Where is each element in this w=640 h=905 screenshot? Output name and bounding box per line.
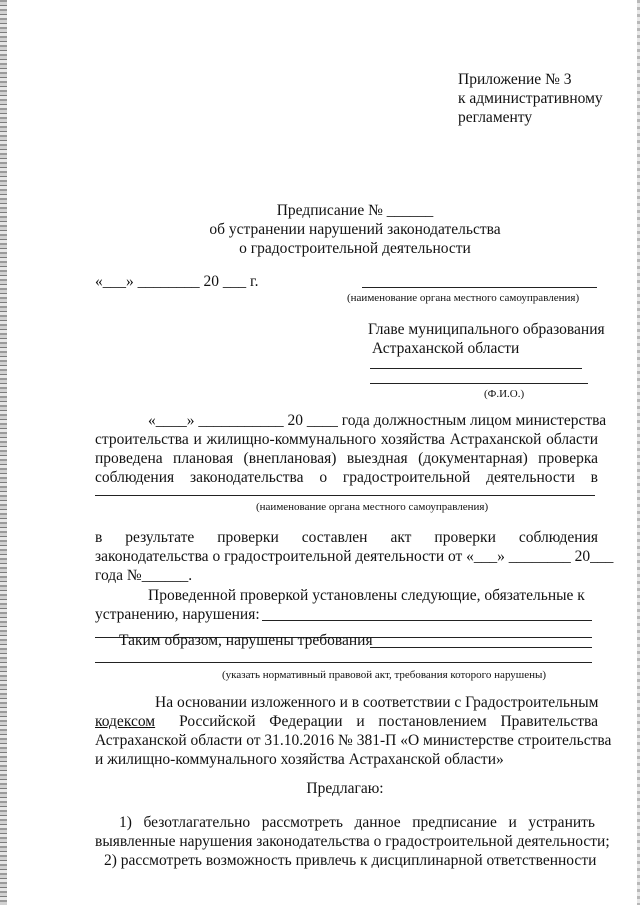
caption-act: (указать нормативный правовой акт, требования которого нарушены) xyxy=(222,669,547,681)
requirements-blank-1 xyxy=(370,647,592,648)
para3-line-2: устранению, нарушения: xyxy=(95,606,260,623)
para2-line-3: года №______. xyxy=(95,567,193,584)
para5-line-4: и жилищно-коммунального хозяйства Астраханской области» xyxy=(95,751,504,768)
title-line-1: Предписание № ______ xyxy=(276,202,434,219)
code-link[interactable]: кодексом xyxy=(95,713,156,730)
appendix-line-3: регламенту xyxy=(458,109,533,126)
caption-local-gov-2: (наименование органа местного самоуправления) xyxy=(256,501,489,513)
fio-blank-2 xyxy=(370,383,588,384)
title-line-3: о градостроительной деятельности xyxy=(239,240,471,257)
para1-line-2: строительства и жилищно-коммунального хозяйства Астраханской области xyxy=(95,431,598,448)
para1-line-1: «____» ___________ 20 ____ года должностным лицом министерства xyxy=(148,412,607,429)
para3-line-1: Проведенной проверкой установлены следующие, обязательные к xyxy=(148,587,585,604)
violations-blank-1 xyxy=(262,620,592,621)
para1-line-4: соблюдения законодательства о градостроительной деятельности в xyxy=(95,469,598,486)
para5-line-2 xyxy=(95,712,598,731)
item1-line-1: 1) безотлагательно рассмотреть данное предписание и устранить xyxy=(119,814,595,831)
appendix-line-2: к административному xyxy=(458,90,603,107)
para5-line-3: Астраханской области от 31.10.2016 № 381-П «О министерстве строительства xyxy=(95,732,612,749)
item1-line-2: выявленные нарушения законодательства о градостроительной деятельности; xyxy=(95,833,610,850)
caption-local-gov: (наименование органа местного самоуправления) xyxy=(347,292,580,304)
para1-blank xyxy=(95,495,595,496)
addressee-line-2: Астраханской области xyxy=(372,340,520,357)
appendix-line-1: Приложение № 3 xyxy=(458,71,572,88)
para2-line-1: в результате проверки составлен акт проверки соблюдения xyxy=(95,529,598,546)
para4-line-1: Таким образом, нарушены требования xyxy=(119,632,373,649)
para2-line-2: законодательства о градостроительной деятельности от «___» ________ 20___ xyxy=(95,548,614,565)
date-line: «___» ________ 20 ___ г. xyxy=(95,273,259,290)
item2-line-1: 2) рассмотреть возможность привлечь к дисциплинарной ответственности xyxy=(104,852,597,869)
scan-left-edge xyxy=(0,0,7,905)
title-line-2: об устранении нарушений законодательства xyxy=(209,221,501,238)
propose-heading: Предлагаю: xyxy=(306,780,384,797)
requirements-blank-2 xyxy=(95,662,592,663)
addressee-line-1: Главе муниципального образования xyxy=(368,321,605,338)
caption-fio: (Ф.И.О.) xyxy=(484,388,525,400)
fio-blank-1 xyxy=(370,368,582,369)
para5-line-2-rest: Российской Федерации и постановлением Правительства xyxy=(179,713,598,730)
local-gov-blank xyxy=(362,287,597,288)
para1-line-3: проведена плановая (внеплановая) выездная (документарная) проверка xyxy=(95,450,598,467)
para5-line-1: На основании изложенного и в соответствии с Градостроительным xyxy=(155,694,599,711)
